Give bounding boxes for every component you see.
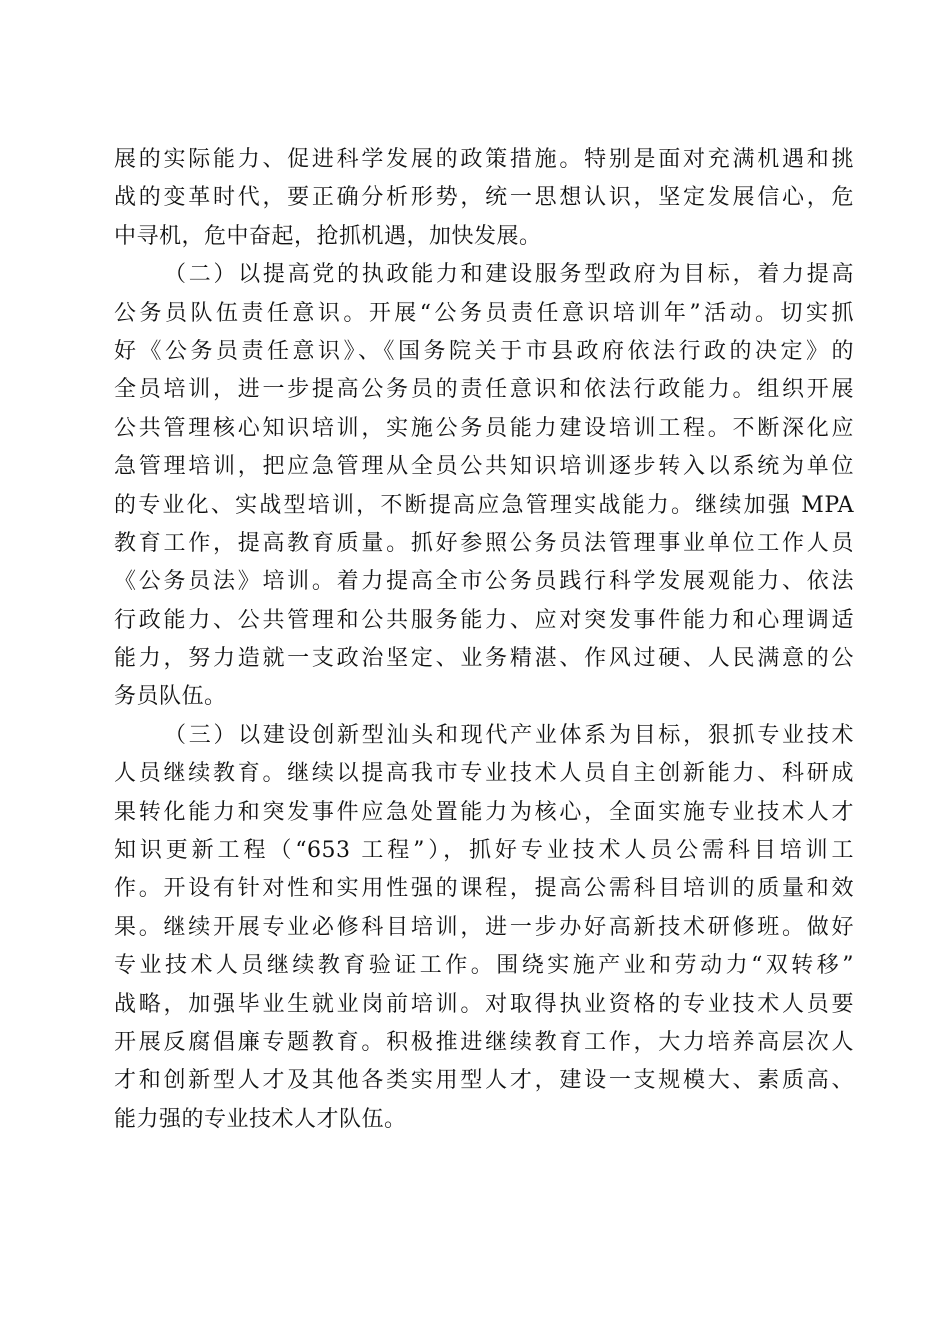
text-line: 全员培训，进一步提高公务员的责任意识和依法行政能力。组织开展	[114, 377, 854, 403]
text-line: 果。继续开展专业必修科目培训，进一步办好高新技术研修班。做好	[114, 914, 854, 940]
text-line: 中寻机，危中奋起，抢抓机遇，加快发展。	[114, 223, 542, 249]
text-line: 好《公务员责任意识》、《国务院关于市县政府依法行政的决定》的	[114, 338, 854, 364]
text-line: 公务员队伍责任意识。开展“公务员责任意识培训年”活动。切实抓	[114, 300, 854, 326]
text-line: 展的实际能力、促进科学发展的政策措施。特别是面对充满机遇和挑	[114, 147, 854, 172]
text-line: 知识更新工程（“653 工程”），抓好专业技术人员公需科目培训工	[114, 838, 854, 864]
text-line: （三）以建设创新型汕头和现代产业体系为目标，狠抓专业技术	[164, 722, 854, 748]
text-line: 开展反腐倡廉专题教育。积极推进继续教育工作，大力培养高层次人	[114, 1029, 854, 1055]
text-line: （二）以提高党的执政能力和建设服务型政府为目标，着力提高	[164, 262, 854, 288]
text-line: 急管理培训，把应急管理从全员公共知识培训逐步转入以系统为单位	[114, 454, 854, 480]
text-line: 《公务员法》培训。着力提高全市公务员践行科学发展观能力、依法	[114, 569, 854, 595]
text-line: 教育工作，提高教育质量。抓好参照公务员法管理事业单位工作人员	[114, 530, 854, 556]
text-line: 果转化能力和突发事件应急处置能力为核心，全面实施专业技术人才	[114, 799, 854, 825]
paragraph	[114, 141, 854, 256]
text-line: 能力，努力造就一支政治坚定、业务精湛、作风过硬、人民满意的公	[114, 646, 854, 672]
text-line: 务员队伍。	[114, 684, 227, 710]
text-line: 行政能力、公共管理和公共服务能力、应对突发事件能力和心理调适	[114, 607, 854, 633]
text-line: 公共管理核心知识培训，实施公务员能力建设培训工程。不断深化应	[114, 415, 854, 441]
text-line: 的专业化、实战型培训，不断提高应急管理实战能力。继续加强 MPA	[114, 492, 854, 518]
text-line: 作。开设有针对性和实用性强的课程，提高公需科目培训的质量和效	[114, 876, 854, 902]
paragraph	[114, 256, 854, 717]
text-line: 能力强的专业技术人才队伍。	[114, 1106, 407, 1132]
text-line: 专业技术人员继续教育验证工作。围绕实施产业和劳动力“双转移”	[114, 953, 854, 979]
paragraph	[114, 717, 854, 1139]
text-line: 才和创新型人才及其他各类实用型人才，建设一支规模大、素质高、	[114, 1068, 854, 1094]
text-line: 战略，加强毕业生就业岗前培训。对取得执业资格的专业技术人员要	[114, 991, 854, 1017]
text-line: 人员继续教育。继续以提高我市专业技术人员自主创新能力、科研成	[114, 761, 854, 787]
document-body	[114, 141, 854, 1139]
text-line: 战的变革时代，要正确分析形势，统一思想认识，坚定发展信心，危	[114, 185, 854, 211]
